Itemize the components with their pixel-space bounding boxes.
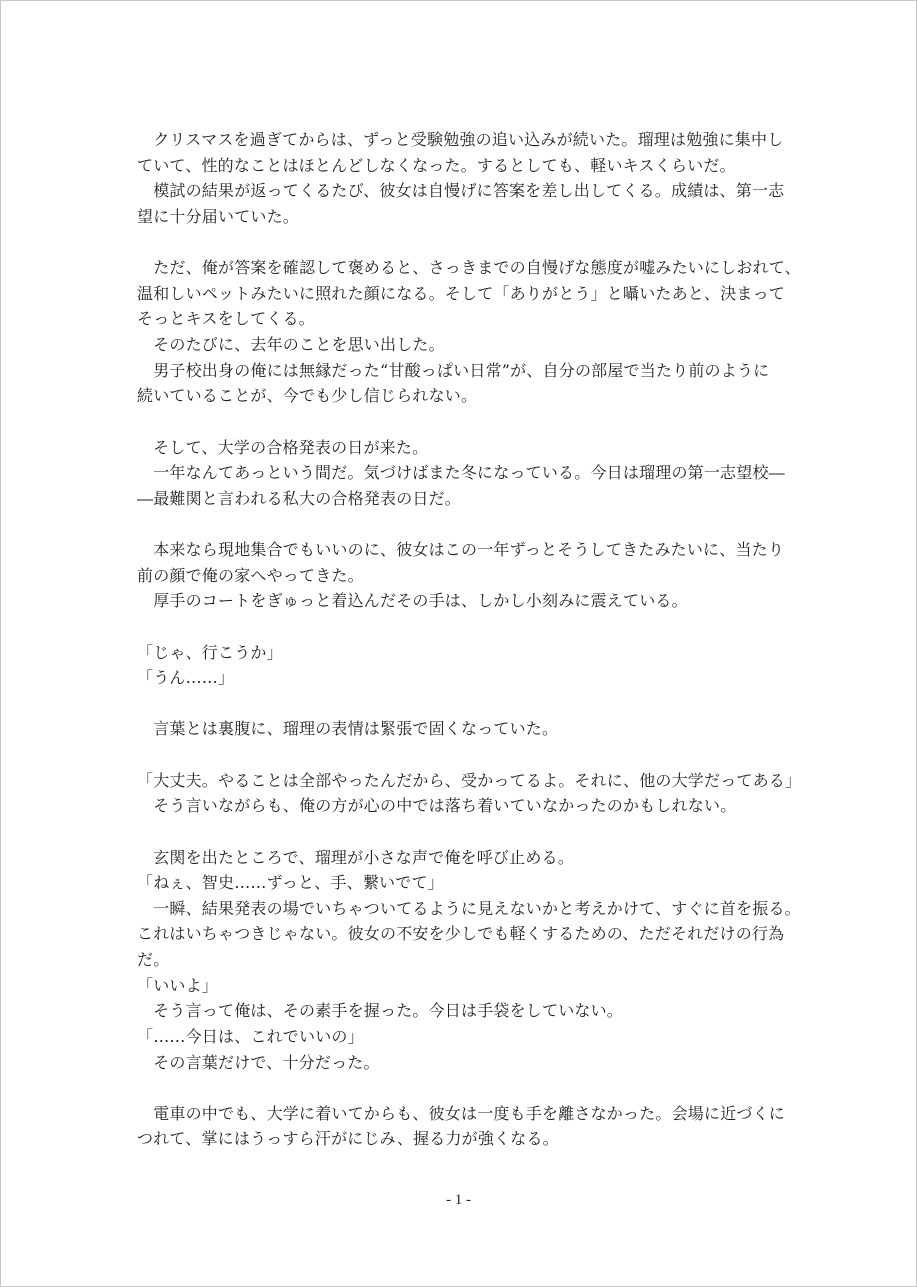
blank-line xyxy=(137,409,797,435)
text-line: 本来なら現地集合でもいいのに、彼女はこの一年ずっとそうしてきたみたいに、当たり xyxy=(137,540,785,559)
text-line: つれて、掌にはうっすら汗がにじみ、握る力が強くなる。 xyxy=(137,1129,559,1149)
text-line: 玄関を出たところで、瑠理が小さな声で俺を呼び止める。 xyxy=(137,847,574,867)
blank-line xyxy=(137,511,797,537)
body-text xyxy=(137,127,802,1152)
text-line: ―最難関と言われる私大の合格発表の日だ。 xyxy=(137,488,462,508)
text-line: 一瞬、結果発表の場でいちゃついてるように見えないかと考えかけて、すぐに首を振る。 xyxy=(137,898,801,918)
text-line: 模試の結果が返ってくるたび、彼女は自慢げに答案を差し出してくる。成績は、第一志 xyxy=(137,181,785,201)
text-line: 厚手のコートをぎゅっと着込んだその手は、しかし小刻みに震えている。 xyxy=(137,591,688,611)
text-line: クリスマスを過ぎてからは、ずっと受験勉強の追い込みが続いた。瑠理は勉強に集中し xyxy=(137,130,784,149)
text-line: 電車の中でも、大学に着いてからも、彼女は一度も手を離さなかった。会場に近づくに xyxy=(137,1103,786,1123)
text-line: そう言いながらも、俺の方が心の中では落ち着いていなかったのかもしれない。 xyxy=(137,796,737,816)
blank-line xyxy=(137,691,797,717)
text-line: 「いいよ」 xyxy=(137,975,219,995)
text-line: 望に十分届いていた。 xyxy=(137,206,300,226)
text-line: ていて、性的なことはほとんどしなくなった。するとしても、軽いキスくらいだ。 xyxy=(137,155,736,175)
text-line: その言葉だけで、十分だった。 xyxy=(137,1052,380,1072)
text-line: そう言って俺は、その素手を握った。今日は手袋をしていない。 xyxy=(137,1001,624,1021)
page-number: - 1 - xyxy=(446,1192,471,1208)
text-line: これはいちゃつきじゃない。彼女の不安を少しでも軽くするための、ただそれだけの行為 xyxy=(137,924,785,944)
blank-line xyxy=(137,819,797,845)
text-line: だ。 xyxy=(137,950,170,969)
text-line: 続いていることが、今でも少し信じられない。 xyxy=(137,386,478,406)
blank-line xyxy=(137,742,797,768)
text-line: 温和しいペットみたいに照れた顔になる。そして「ありがとう」と囁いたあと、決まって xyxy=(137,283,786,303)
text-line: そっとキスをしてくる。 xyxy=(137,309,315,329)
text-line: 言葉とは裏腹に、瑠理の表情は緊張で固くなっていた。 xyxy=(137,719,559,739)
blank-line xyxy=(137,230,797,256)
text-line: 「うん……」 xyxy=(137,668,235,688)
text-line: 「大丈夫。やることは全部やったんだから、受かってるよ。それに、他の大学だってある」 xyxy=(137,770,802,790)
blank-line xyxy=(137,1075,797,1101)
blank-line xyxy=(137,614,797,640)
text-line: 男子校出身の俺には無縁だった“甘酸っぱい日常”が、自分の部屋で当たり前のように xyxy=(137,360,770,380)
text-line: 「じゃ、行こうか」 xyxy=(137,642,283,662)
text-line: そのたびに、去年のことを思い出した。 xyxy=(137,335,445,354)
text-line: ただ、俺が答案を確認して褒めると、さっきまでの自慢げな態度が嘘みたいにしおれて、 xyxy=(137,258,801,278)
text-line: 前の顔で俺の家へやってきた。 xyxy=(137,565,364,585)
text-line: 一年なんてあっという間だ。気づけばまた冬になっている。今日は瑠理の第一志望校― xyxy=(137,463,785,483)
text-line: 「……今日は、これでいいの」 xyxy=(137,1026,364,1046)
text-line: そして、大学の合格発表の日が来た。 xyxy=(137,437,429,457)
text-line: 「ねぇ、智史……ずっと、手、繋いでて」 xyxy=(137,873,444,893)
